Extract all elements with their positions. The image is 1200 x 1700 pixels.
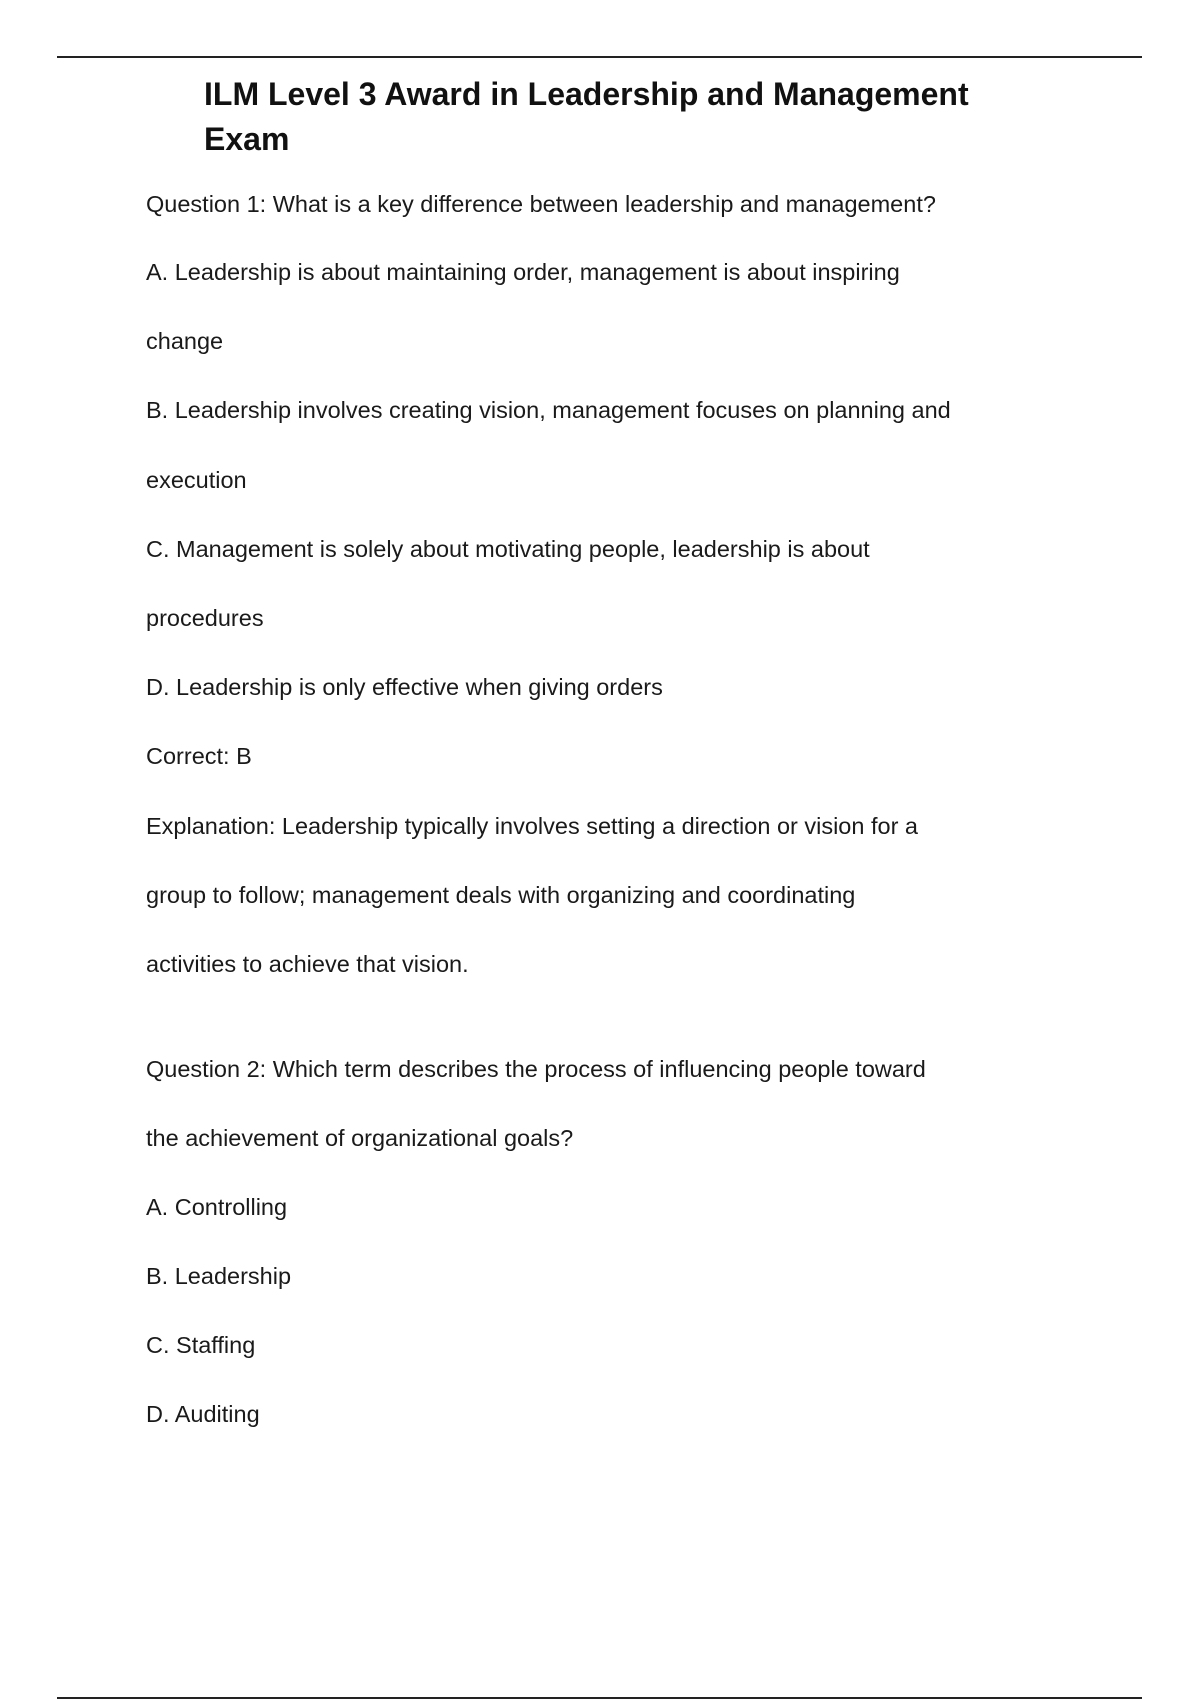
page-title <box>204 72 1024 162</box>
question-1-correct-answer: Correct: B <box>146 743 252 769</box>
question-1-option-c: C. Management is solely about motivating people, leadership is about <box>146 536 870 562</box>
question-1-option-c-cont: procedures <box>146 605 264 631</box>
question-1-option-b-cont: execution <box>146 467 247 493</box>
question-1-prompt: Question 1: What is a key difference between leadership and management? <box>146 191 936 217</box>
question-1-explanation-end: activities to achieve that vision. <box>146 951 469 977</box>
question-2-option-d: D. Auditing <box>146 1401 260 1427</box>
bottom-rule <box>57 1697 1142 1699</box>
question-2-prompt-cont: the achievement of organizational goals? <box>146 1125 574 1151</box>
question-2-option-b: B. Leadership <box>146 1263 292 1289</box>
question-1-explanation-cont: group to follow; management deals with organizing and coordinating <box>146 882 856 908</box>
question-1-option-d: D. Leadership is only effective when giving orders <box>146 674 663 700</box>
question-1-option-b: B. Leadership involves creating vision, management focuses on planning and <box>146 397 951 423</box>
question-2-option-a: A. Controlling <box>146 1194 288 1220</box>
top-rule <box>57 56 1142 58</box>
question-1-option-a: A. Leadership is about maintaining order, management is about inspiring <box>146 259 900 285</box>
question-2-prompt: Question 2: Which term describes the process of influencing people toward <box>146 1056 926 1082</box>
title-line-1: ILM Level 3 Award in Leadership and Management <box>204 76 969 112</box>
question-1-explanation: Explanation: Leadership typically involves setting a direction or vision for a <box>146 813 919 839</box>
question-1-option-a-cont: change <box>146 328 224 354</box>
question-2-option-c: C. Staffing <box>146 1332 256 1358</box>
title-line-2: Exam <box>204 121 290 157</box>
